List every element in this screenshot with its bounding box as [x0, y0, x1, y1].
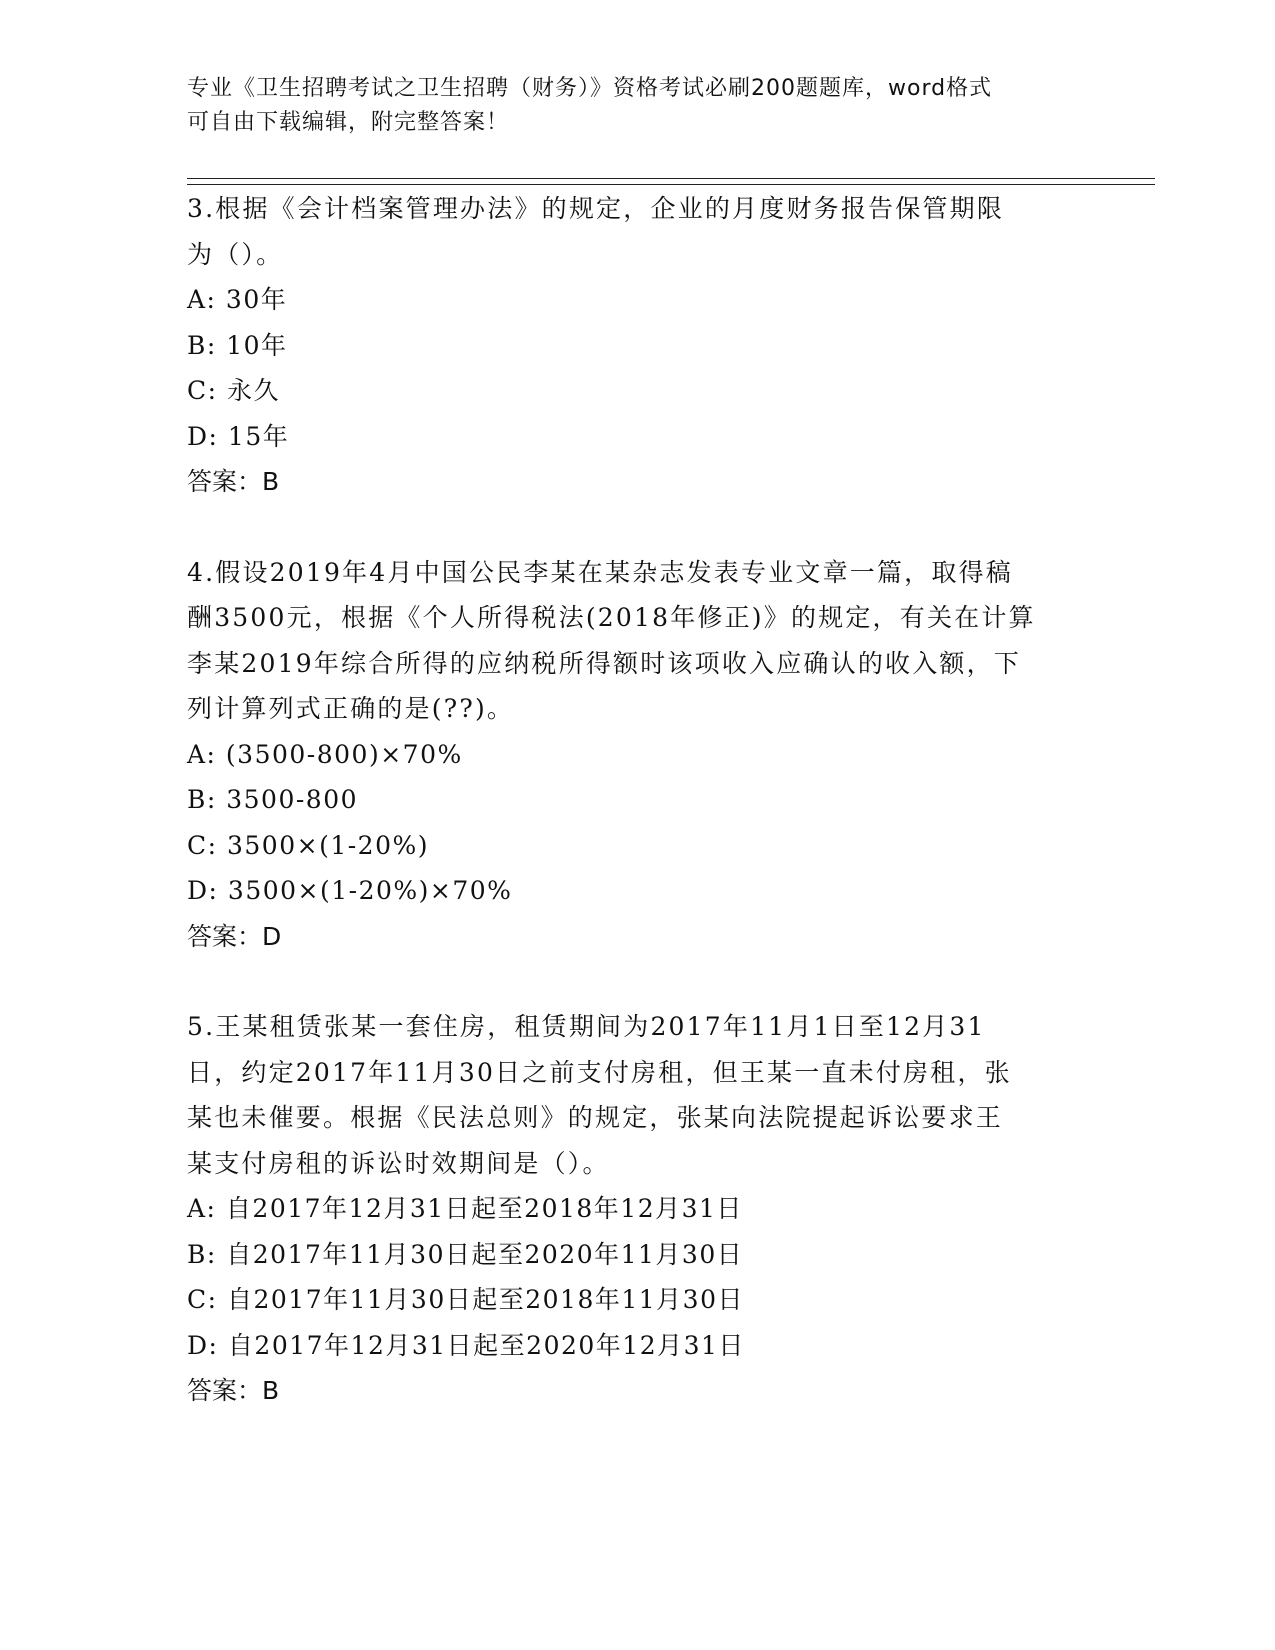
option-c: C: 3500×(1-20%)	[187, 830, 429, 860]
question-text-line: 李某2019年综合所得的应纳税所得额时该项收入应确认的收入额，下	[187, 648, 1022, 678]
question-text-line: 为（）。	[187, 239, 284, 269]
option-a: A: 自2017年12月31日起至2018年12月31日	[187, 1194, 743, 1223]
answer-line: 答案：B	[187, 467, 280, 496]
question-text-line: 日，约定2017年11月30日之前支付房租，但王某一直未付房租，张	[187, 1057, 1012, 1087]
header-line-1: 专业《卫生招聘考试之卫生招聘（财务）》资格考试必刷200题题库，word格式	[187, 76, 993, 101]
question-list	[187, 186, 1087, 1459]
question-text-line: 某也未催要。根据《民法总则》的规定，张某向法院提起诉讼要求王	[187, 1103, 1004, 1132]
option-a: A: (3500-800)×70%	[187, 739, 463, 769]
document-header	[187, 72, 1087, 140]
option-b: B: 3500-800	[187, 785, 359, 814]
header-line-2: 可自由下载编辑，附完整答案！	[187, 110, 510, 135]
question-text-line: 4.假设2019年4月中国公民李某在某杂志发表专业文章一篇，取得稿	[187, 557, 1013, 587]
question-3	[187, 186, 1087, 505]
question-text-line: 3.根据《会计档案管理办法》的规定，企业的月度财务报告保管期限	[187, 194, 1005, 223]
header-divider-bottom	[187, 184, 1155, 185]
question-text-line: 列计算列式正确的是(??)。	[187, 694, 515, 723]
option-d: D: 3500×(1-20%)×70%	[187, 876, 513, 905]
question-5	[187, 1004, 1087, 1414]
answer-line: 答案：D	[187, 921, 282, 951]
option-d: D: 自2017年12月31日起至2020年12月31日	[187, 1330, 745, 1360]
option-a: A: 30年	[187, 285, 288, 314]
header-divider-top	[187, 178, 1155, 179]
question-4	[187, 550, 1087, 960]
option-c: C: 永久	[187, 376, 280, 405]
option-b: B: 自2017年11月30日起至2020年11月30日	[187, 1239, 744, 1269]
question-text-line: 酬3500元，根据《个人所得税法(2018年修正)》的规定，有关在计算	[187, 603, 1036, 632]
option-b: B: 10年	[187, 330, 288, 360]
answer-line: 答案：B	[187, 1376, 280, 1405]
question-text-line: 5.王某租赁张某一套住房，租赁期间为2017年11月1日至12月31	[187, 1012, 986, 1041]
question-text-line: 某支付房租的诉讼时效期间是（）。	[187, 1148, 610, 1178]
option-d: D: 15年	[187, 421, 290, 451]
option-c: C: 自2017年11月30日起至2018年11月30日	[187, 1285, 744, 1314]
